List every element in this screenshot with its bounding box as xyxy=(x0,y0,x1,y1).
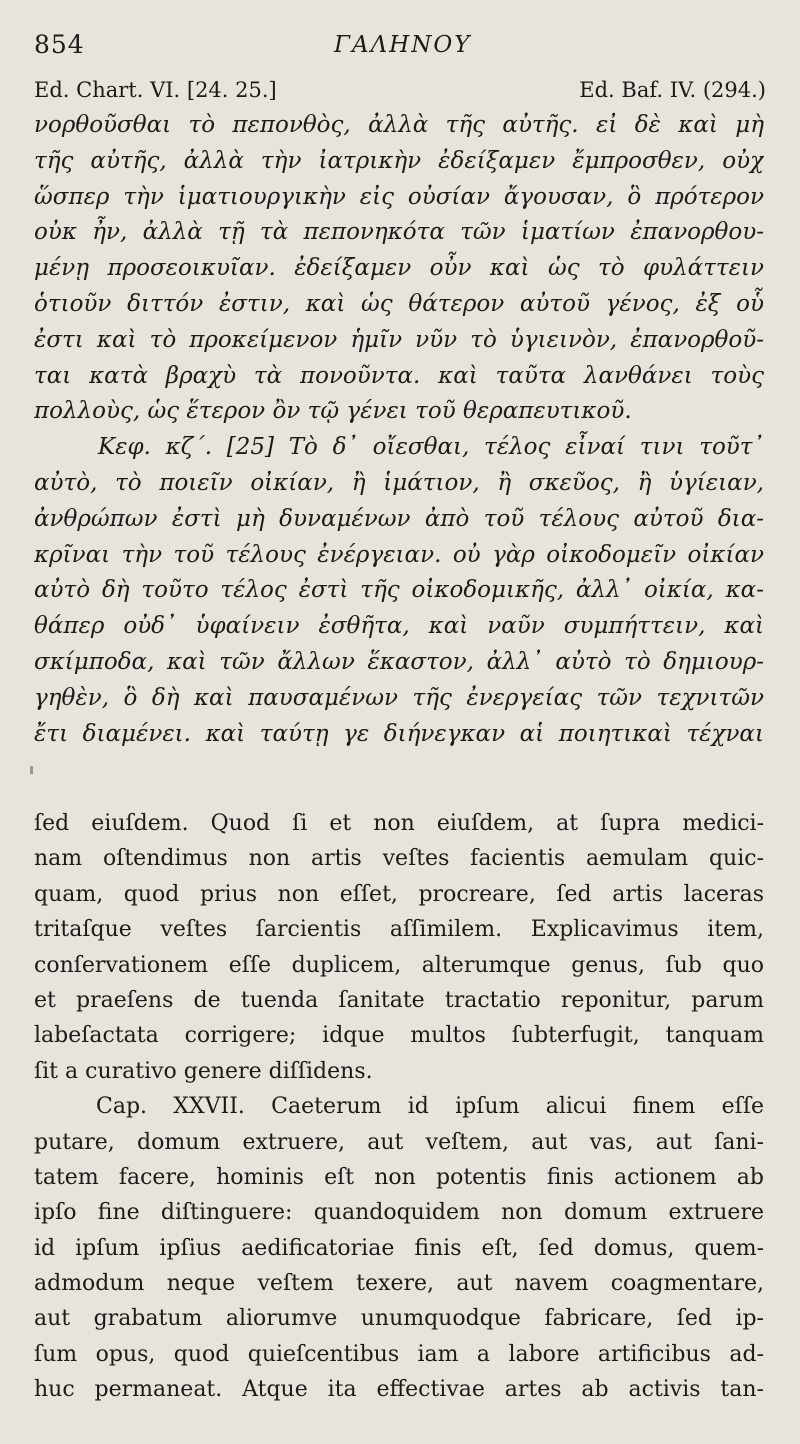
edition-references xyxy=(34,78,766,108)
edition-ref-chart: Ed. Chart. VI. [24. 25.] xyxy=(34,78,277,102)
greek-line: ὁτιοῦν διττόν ἐστιν, καὶ ὡς θάτερον αὐτοῦ γένος, ἐξ οὗ xyxy=(34,290,764,317)
greek-line: ἀνθρώπων ἐστὶ μὴ δυναμένων ἀπὸ τοῦ τέλους αὐτοῦ δια- xyxy=(34,505,764,532)
greek-line: νορθοῦσθαι τὸ πεπονθὸς, ἀλλὰ τῆς αὐτῆς. εἰ δὲ καὶ μὴ xyxy=(34,112,764,138)
latin-line: et praeſens de tuenda ſanitate tractatio reponitur, parum xyxy=(34,987,764,1013)
latin-line: tatem facere, hominis eſt non potentis finis actionem ab xyxy=(34,1164,764,1190)
latin-line: ſum opus, quod quieſcentibus iam a labore artificibus ad- xyxy=(34,1341,764,1367)
greek-line: ἔτι διαμένει. καὶ ταύτῃ γε διήνεγκαν αἱ ποιητικαὶ τέχναι xyxy=(34,720,764,747)
greek-line: αὐτὸ, τὸ ποιεῖν οἰκίαν, ἢ ἱμάτιον, ἢ σκεῦος, ἢ ὑγίειαν, xyxy=(34,469,764,496)
latin-line: huc permaneat. Atque ita effectivae artes ab activis tan- xyxy=(34,1377,764,1403)
latin-line: quam, quod prius non eſſet, procreare, ſed artis laceras xyxy=(34,881,764,907)
latin-line: putare, domum extruere, aut veſtem, aut vas, aut ſani- xyxy=(34,1129,764,1155)
latin-line: aut grabatum aliorumve unumquodque fabricare, ſed ip- xyxy=(34,1306,764,1332)
greek-line: αὐτὸ δὴ τοῦτο τέλος ἐστὶ τῆς οἰκοδομικῆς, ἀλλ᾽ οἰκία, κα- xyxy=(34,577,764,604)
latin-line: tritaſque veſtes ſarcientis aſſimilem. Explicavimus item, xyxy=(34,917,764,943)
greek-chapter-heading-line: Κεφ. κζ΄. [25] Τὸ δ᾽ οἴεσθαι, τέλος εἶναί τινι τοῦτ᾽ xyxy=(98,434,764,461)
page-header xyxy=(34,30,764,64)
greek-line: ται κατὰ βραχὺ τὰ πονοῦντα. καὶ ταῦτα λανθάνει τοὺς xyxy=(34,362,764,389)
greek-line: μένῃ προσεοικυῖαν. ἐδείξαμεν οὖν καὶ ὡς τὸ φυλάττειν xyxy=(34,255,764,282)
greek-line: σκίμποδα, καὶ τῶν ἄλλων ἕκαστον, ἀλλ᾽ αὐτὸ τὸ δημιουρ- xyxy=(34,648,764,675)
greek-line: ὥσπερ τὴν ἱματιουργικὴν εἰς οὐσίαν ἄγουσαν, ὃ πρότερον xyxy=(34,183,764,210)
greek-line: ἐστι καὶ τὸ προκείμενον ἡμῖν νῦν τὸ ὑγιεινὸν, ἐπανορθοῦ- xyxy=(34,326,764,353)
latin-line: ſed eiuſdem. Quod ſi et non eiuſdem, at ſupra medici- xyxy=(34,811,764,836)
latin-line: id ipſum ipſius aedificatoriae finis eſt, ſed domus, quem- xyxy=(34,1235,764,1261)
greek-text-block xyxy=(34,108,764,752)
page-number: 854 xyxy=(34,30,85,59)
latin-chapter-heading-line: Cap. XXVII. Caeterum id ipſum alicui finem eſſe xyxy=(96,1094,764,1120)
greek-line: κρῖναι τὴν τοῦ τέλους ἐνέργειαν. οὐ γὰρ οἰκοδομεῖν οἰκίαν xyxy=(34,541,764,568)
greek-line: οὐκ ἦν, ἀλλὰ τῇ τὰ πεπονηκότα τῶν ἱματίων ἐπανορθου- xyxy=(34,219,764,246)
edition-ref-bas: Ed. Baf. IV. (294.) xyxy=(579,78,766,102)
greek-line: θάπερ οὐδ᾽ ὑφαίνειν ἐσθῆτα, καὶ ναῦν συμπήττειν, καὶ xyxy=(34,613,764,640)
latin-line: nam oſtendimus non artis veſtes facientis aemulam quic- xyxy=(34,846,764,872)
latin-line: ipſo fine diſtinguere: quandoquidem non domum extruere xyxy=(34,1200,764,1226)
greek-line: τῆς αὐτῆς, ἀλλὰ τὴν ἰατρικὴν ἐδείξαμεν ἔμπροσθεν, οὐχ xyxy=(34,147,764,174)
latin-line: admodum neque veſtem texere, aut navem coagmentare, xyxy=(34,1271,764,1297)
greek-line: γηθὲν, ὃ δὴ καὶ παυσαμένων τῆς ἐνεργείας τῶν τεχνιτῶν xyxy=(34,684,764,711)
latin-line: labeſactata corrigere; idque multos ſubterfugit, tanquam xyxy=(34,1023,764,1049)
greek-line: πολλοὺς, ὡς ἕτερον ὂν τῷ γένει τοῦ θεραπευτικοῦ. xyxy=(34,398,632,425)
latin-line: ſit a curativo genere diſſidens. xyxy=(34,1058,373,1084)
latin-text-block xyxy=(34,806,764,1408)
print-mark xyxy=(30,766,33,774)
running-title: ΓΑΛΗΝΟΥ xyxy=(334,32,472,58)
latin-line: conſervationem eſſe duplicem, alterumque genus, ſub quo xyxy=(34,952,764,978)
